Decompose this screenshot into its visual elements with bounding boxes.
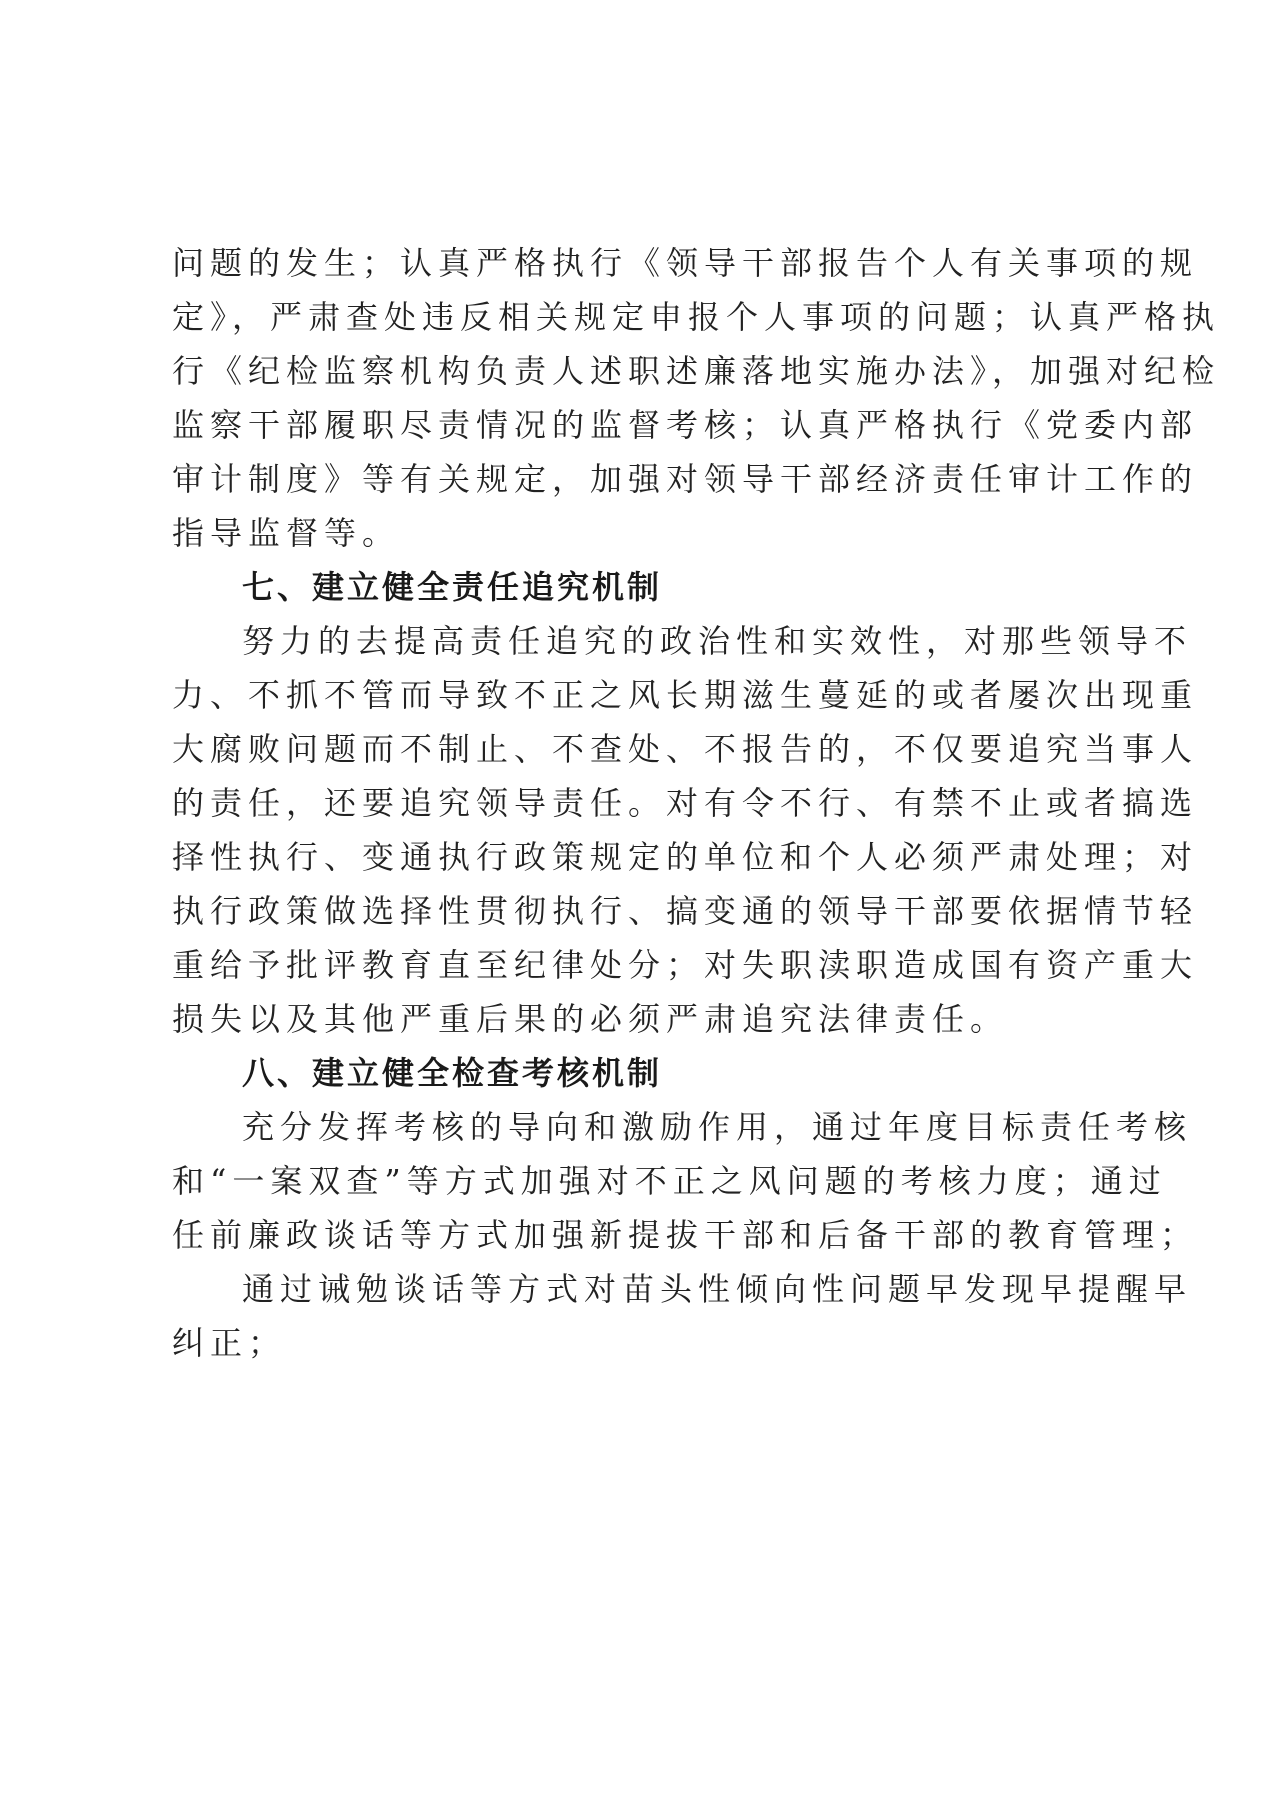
text-line: 定》，严肃查处违反相关规定申报个人事项的问题；认真严格执	[172, 298, 1221, 336]
text-line: 大腐败问题而不制止、不查处、不报告的，不仅要追究当事人	[172, 730, 1199, 768]
text-line: 任前廉政谈话等方式加强新提拔干部和后备干部的教育管理；	[172, 1216, 1199, 1254]
text-line: 执行政策做选择性贯彻执行、搞变通的领导干部要依据情节轻	[172, 892, 1199, 930]
section-7-paragraph	[172, 614, 1199, 1046]
text-line: 重给予批评教育直至纪律处分；对失职渎职造成国有资产重大	[172, 946, 1199, 984]
section-8-heading: 八、建立健全检查考核机制	[242, 1054, 663, 1092]
text-line: 充分发挥考核的导向和激励作用，通过年度目标责任考核	[242, 1108, 1193, 1146]
text-line: 力、不抓不管而导致不正之风长期滋生蔓延的或者屡次出现重	[172, 676, 1199, 714]
text-line: 和“一案双查”等方式加强对不正之风问题的考核力度；通过	[172, 1162, 1167, 1200]
text-line: 问题的发生；认真严格执行《领导干部报告个人有关事项的规	[172, 244, 1199, 282]
text-line: 的责任，还要追究领导责任。对有令不行、有禁不止或者搞选	[172, 784, 1199, 822]
intro-paragraph	[172, 236, 1221, 560]
text-line: 通过诫勉谈话等方式对苗头性倾向性问题早发现早提醒早	[242, 1270, 1193, 1308]
text-line: 纠正；	[172, 1324, 287, 1362]
text-line: 审计制度》等有关规定，加强对领导干部经济责任审计工作的	[172, 460, 1199, 498]
text-line: 监察干部履职尽责情况的监督考核；认真严格执行《党委内部	[172, 406, 1199, 444]
text-line: 指导监督等。	[172, 514, 401, 552]
text-line: 行《纪检监察机构负责人述职述廉落地实施办法》，加强对纪检	[172, 352, 1221, 390]
text-line: 损失以及其他严重后果的必须严肃追究法律责任。	[172, 1000, 1009, 1038]
document-body	[172, 236, 1221, 1370]
text-line: 择性执行、变通执行政策规定的单位和个人必须严肃处理；对	[172, 838, 1199, 876]
section-8-paragraph	[172, 1100, 1199, 1262]
text-line: 努力的去提高责任追究的政治性和实效性，对那些领导不	[242, 622, 1193, 660]
final-paragraph	[172, 1262, 1193, 1370]
section-7-heading: 七、建立健全责任追究机制	[242, 568, 663, 606]
